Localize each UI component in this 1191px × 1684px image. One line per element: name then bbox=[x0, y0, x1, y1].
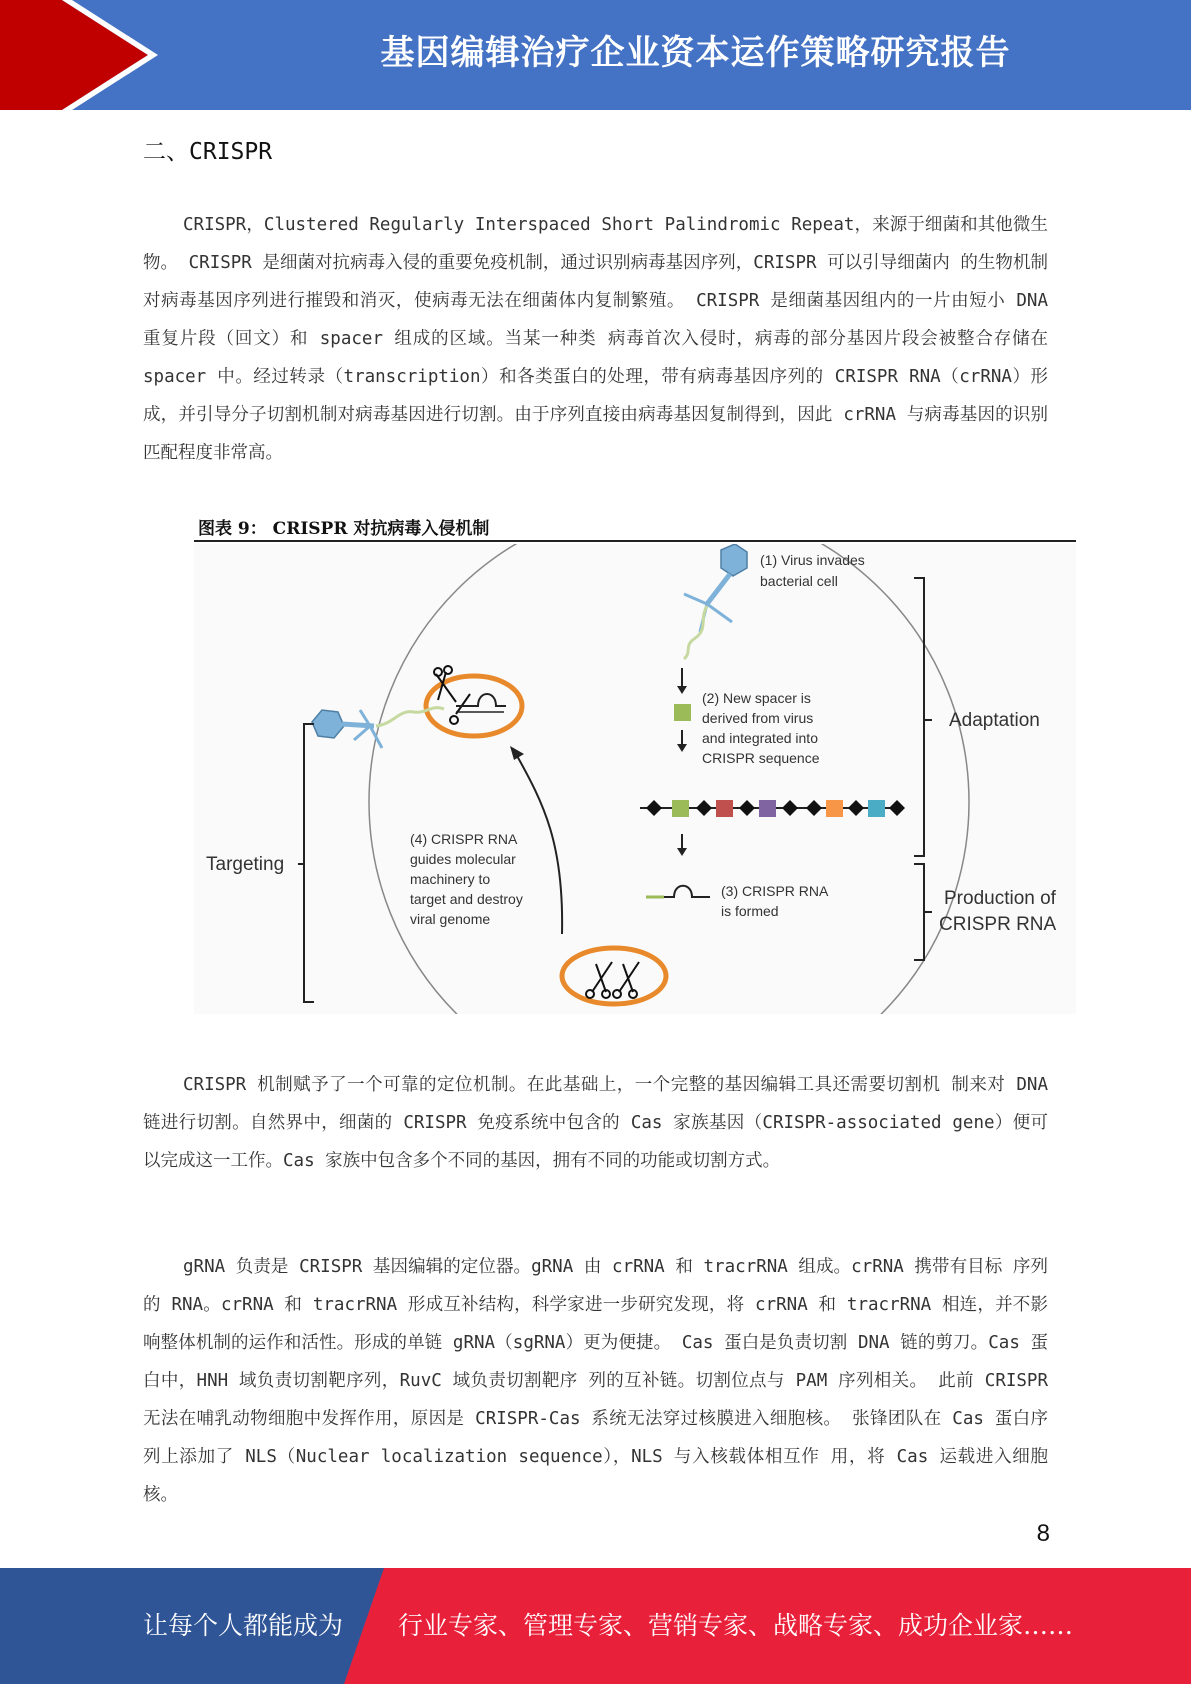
crispr-mechanism-figure bbox=[194, 544, 1076, 1014]
step4-label-line1: (4) CRISPR RNA bbox=[410, 831, 518, 847]
production-bracket bbox=[914, 864, 924, 960]
adaptation-bracket bbox=[914, 578, 924, 856]
page-number: 8 bbox=[1036, 1520, 1050, 1547]
step4-label-line3: machinery to bbox=[410, 871, 491, 887]
figure-divider bbox=[194, 540, 1076, 542]
body-paragraph-grna: gRNA 负责是 CRISPR 基因编辑的定位器。gRNA 由 crRNA 和 tracrRNA 组成。crRNA 携带有目标 序列的 RNA。crRNA 和 tracrRNA 形成互补结构，科学家进一步研究发现，将 crRNA 和 tracrRNA 相连，并不影响整体机制的运作和活性。形成的单链 gRNA（sgRNA）更为便捷。 Cas 蛋白是负责切割 DNA 链的剪刀。Cas 蛋白中，HNH 域负责切割靶序列，RuvC 域负责切割靶序 列的互补链。切割位点与 PAM 序列相关。 此前 CRISPR 无法在哺乳动物细胞中发挥作用，原因是 CRISPR-Cas 系统无法穿过核膜进入细胞核。 张锋团队在 Cas 蛋白序列上添加了 NLS（Nuclear localization sequence），NLS 与入核载体相互作 用，将 Cas 运载进入细胞核。 bbox=[143, 1257, 1048, 1505]
arrow-down-icon bbox=[677, 730, 687, 752]
production-label-line1: Production of bbox=[944, 888, 1056, 909]
step2-label-line4: CRISPR sequence bbox=[702, 750, 820, 766]
body-paragraph-cas: CRISPR 机制赋予了一个可靠的定位机制。在此基础上，一个完整的基因编辑工具还需要切割机 制来对 DNA 链进行切割。自然界中，细菌的 CRISPR 免疫系统中包含的 Cas 家族基因（CRISPR-associated gene）便可以完成这一工作。Cas 家族中包含多个不同的基因，拥有不同的功能或切割方式。 bbox=[143, 1075, 1048, 1171]
footer-slogan-right: 行业专家、管理专家、营销专家、战略专家、成功企业家…… bbox=[398, 1611, 1074, 1640]
step2-label-line1: (2) New spacer is bbox=[702, 690, 811, 706]
page-footer bbox=[0, 1568, 1191, 1684]
arrow-down-icon bbox=[677, 834, 687, 856]
step1-label-line1: (1) Virus invades bbox=[760, 552, 865, 568]
step1-label-line2: bacterial cell bbox=[760, 573, 838, 589]
header-chevron-icon bbox=[0, 0, 160, 110]
crrna-hairpin bbox=[646, 886, 710, 897]
page-header bbox=[0, 0, 1191, 110]
figure-caption: 图表 9： CRISPR 对抗病毒入侵机制 bbox=[198, 519, 490, 539]
scissors-icon bbox=[586, 962, 639, 998]
step4-label-line2: guides molecular bbox=[410, 851, 516, 867]
crispr-array bbox=[640, 800, 905, 817]
targeting-bracket bbox=[304, 724, 314, 1002]
step4-label-line4: target and destroy bbox=[410, 891, 523, 907]
virus-top-icon bbox=[684, 544, 747, 659]
step2-label-line2: derived from virus bbox=[702, 710, 814, 726]
adaptation-label: Adaptation bbox=[949, 710, 1040, 731]
bacterial-cell-outline bbox=[369, 544, 969, 1014]
body-paragraph-intro: CRISPR，Clustered Regularly Interspaced Short Palindromic Repeat，来源于细菌和其他微生物。 CRISPR 是细菌对抗病毒入侵的重要免疫机制，通过识别病毒基因序列，CRISPR 可以引导细菌内 的生物机制对病毒基因序列进行摧毁和消灭，使病毒无法在细菌体内复制繁殖。 CRISPR 是细菌基因组内的一片由短小 DNA 重复片段（回文）和 spacer 组成的区域。当某一种类 病毒首次入侵时，病毒的部分基因片段会被整合存储在 spacer 中。经过转录（transcription）和各类蛋白的处理，带有病毒基因序列的 CRISPR RNA（crRNA）形成，并引导分子切割机制对病毒基因进行切割。由于序列直接由病毒基因复制得到，因此 crRNA 与病毒基因的识别匹配程度非常高。 bbox=[143, 215, 1048, 463]
arrow-down-icon bbox=[677, 668, 687, 694]
targeting-label: Targeting bbox=[206, 854, 285, 875]
crispr-diagram bbox=[194, 544, 1076, 1014]
section-heading: 二、CRISPR bbox=[143, 139, 273, 165]
production-label-line2: CRISPR RNA bbox=[939, 914, 1057, 935]
report-title: 基因编辑治疗企业资本运作策略研究报告 bbox=[380, 33, 1011, 73]
step4-label-line5: viral genome bbox=[410, 911, 491, 927]
new-spacer-square bbox=[674, 704, 691, 721]
step3-label-line1: (3) CRISPR RNA bbox=[721, 883, 829, 899]
step2-label-line3: and integrated into bbox=[702, 730, 818, 746]
footer-slogan-left: 让每个人都能成为 bbox=[143, 1611, 344, 1640]
step3-label-line2: is formed bbox=[721, 903, 779, 919]
